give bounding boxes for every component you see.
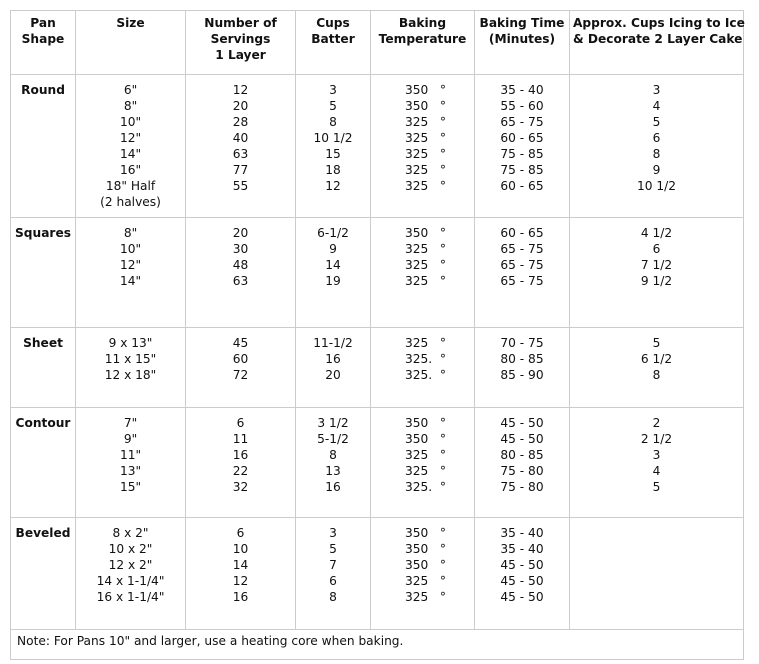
pan-shape-label: Sheet [23,336,63,350]
servings-value: 77 [232,163,249,177]
time-cell [475,518,570,630]
servings-value: 30 [232,242,249,256]
size-value: 10" [119,242,142,256]
pan-shape-label: Contour [15,416,71,430]
pan-shape-cell [11,75,76,218]
time-cell [475,218,570,328]
temperature-value: 325 ° [405,274,446,288]
servings-value: 60 [232,352,249,366]
servings-value: 63 [232,147,249,161]
table-row [11,328,744,408]
size-cell [76,75,186,218]
time-value: 35 - 40 [500,83,544,97]
size-value: 14 x 1-1/4" [96,574,165,588]
servings-value: 72 [232,368,249,382]
temperature-value: 350 ° [405,542,446,556]
servings-value: 16 [232,590,249,604]
size-value: 10" [119,115,142,129]
batter-value: 8 [329,115,337,129]
temperature-value: 325 ° [405,131,446,145]
servings-value: 20 [232,99,249,113]
header-servings: Number of Servings 1 Layer [186,11,296,75]
size-value: 12 x 18" [104,368,157,382]
servings-cell [186,518,296,630]
servings-value: 28 [232,115,249,129]
icing-cell [570,518,744,630]
icing-cell [570,328,744,408]
table-row [11,408,744,518]
icing-cell [570,408,744,518]
temp-cell [371,218,475,328]
table-row [11,518,744,630]
size-cell [76,218,186,328]
icing-value: 4 [652,464,661,478]
batter-value: 3 [329,526,337,540]
icing-value: 6 [652,131,661,145]
temperature-value: 325 ° [405,147,446,161]
time-cell [475,408,570,518]
batter-value: 6 [329,574,337,588]
header-row [11,11,744,75]
time-cell [475,328,570,408]
temperature-value: 350 ° [405,416,446,430]
size-value: 12 x 2" [108,558,153,572]
servings-value: 10 [232,542,249,556]
batter-value: 8 [329,448,337,462]
header-pan-shape: Pan Shape [11,11,76,75]
icing-value: 9 [652,163,661,177]
cake-baking-table [10,10,744,660]
batter-cell [296,218,371,328]
time-value: 45 - 50 [500,574,544,588]
batter-value: 10 1/2 [313,131,353,145]
batter-value: 6-1/2 [317,226,349,240]
temperature-value: 325 ° [405,179,446,193]
servings-value: 40 [232,131,249,145]
batter-value: 16 [325,352,341,366]
icing-value: 7 1/2 [640,258,673,272]
time-value: 35 - 40 [500,542,544,556]
icing-cell [570,75,744,218]
header-size: Size [76,11,186,75]
batter-value: 3 [329,83,337,97]
size-value: 14" [119,147,142,161]
temperature-value: 350 ° [405,226,446,240]
time-value: 65 - 75 [500,242,544,256]
size-value: 14" [119,274,142,288]
time-value: 80 - 85 [500,448,544,462]
servings-value: 12 [232,83,249,97]
size-value: 12" [119,131,142,145]
icing-value: 5 [652,115,661,129]
time-value: 85 - 90 [500,368,544,382]
header-baking-time: Baking Time (Minutes) [475,11,570,75]
size-cell [76,518,186,630]
note-row [11,630,744,660]
size-value: 16 x 1-1/4" [96,590,165,604]
temperature-value: 325 ° [405,574,446,588]
batter-cell [296,328,371,408]
time-value: 65 - 75 [500,274,544,288]
servings-value: 20 [232,226,249,240]
temperature-value: 325 ° [405,242,446,256]
size-value: 6" [123,83,138,97]
icing-value: 4 1/2 [640,226,673,240]
temperature-value: 325 ° [405,590,446,604]
servings-cell [186,408,296,518]
icing-cell [570,218,744,328]
temp-cell [371,328,475,408]
icing-value: 10 1/2 [637,179,676,193]
icing-value: 4 [652,99,661,113]
size-value: 16" [119,163,142,177]
pan-shape-cell [11,218,76,328]
pan-shape-cell [11,518,76,630]
time-value: 75 - 80 [500,480,544,494]
servings-value: 63 [232,274,249,288]
servings-value: 6 [236,526,245,540]
size-value: 9" [123,432,138,446]
batter-value: 5-1/2 [317,432,349,446]
batter-value: 5 [329,542,337,556]
batter-value: 5 [329,99,337,113]
size-cell [76,408,186,518]
pan-shape-label: Squares [15,226,71,240]
icing-value: 2 1/2 [640,432,673,446]
icing-value: 5 [652,336,661,350]
servings-value: 14 [232,558,249,572]
time-value: 60 - 65 [500,131,544,145]
time-value: 65 - 75 [500,115,544,129]
temperature-value: 325. ° [405,352,446,366]
header-icing-cups: Approx. Cups Icing to Ice & Decorate 2 Layer Cake [570,11,744,75]
batter-value: 9 [329,242,337,256]
temperature-value: 325 ° [405,336,446,350]
size-cell [76,328,186,408]
batter-cell [296,408,371,518]
size-value: 15" [119,480,142,494]
servings-cell [186,75,296,218]
time-value: 60 - 65 [500,226,544,240]
icing-value: 8 [652,147,661,161]
time-value: 70 - 75 [500,336,544,350]
temperature-value: 325. ° [405,480,446,494]
temperature-value: 325 ° [405,163,446,177]
temp-cell [371,75,475,218]
batter-value: 14 [325,258,341,272]
time-value: 60 - 65 [500,179,544,193]
servings-value: 48 [232,258,249,272]
batter-value: 15 [325,147,341,161]
size-value: 7" [123,416,138,430]
batter-value: 12 [325,179,341,193]
size-value: 9 x 13" [108,336,153,350]
icing-value: 6 [652,242,661,256]
servings-value: 16 [232,448,249,462]
time-value: 75 - 80 [500,464,544,478]
time-value: 35 - 40 [500,526,544,540]
size-value: 8 x 2" [112,526,149,540]
servings-value: 12 [232,574,249,588]
size-value: 8" [123,226,138,240]
time-value: 45 - 50 [500,590,544,604]
size-value: (2 halves) [100,195,161,209]
servings-cell [186,328,296,408]
icing-value: 9 1/2 [640,274,673,288]
batter-value: 16 [325,480,341,494]
icing-value: 3 [652,448,661,462]
size-value: 12" [119,258,142,272]
icing-value: 3 [652,83,661,97]
batter-value: 8 [329,590,337,604]
time-value: 45 - 50 [500,558,544,572]
table-row [11,218,744,328]
pan-shape-cell [11,328,76,408]
temperature-value: 325 ° [405,464,446,478]
time-value: 55 - 60 [500,99,544,113]
size-value: 13" [119,464,142,478]
time-cell [475,75,570,218]
table-row [11,75,744,218]
time-value: 45 - 50 [500,432,544,446]
temperature-value: 325 ° [405,258,446,272]
size-value: 11 x 15" [104,352,157,366]
size-value: 18" Half [105,179,156,193]
temperature-value: 350 ° [405,99,446,113]
time-value: 65 - 75 [500,258,544,272]
batter-value: 18 [325,163,341,177]
batter-value: 13 [325,464,341,478]
size-value: 10 x 2" [108,542,153,556]
temperature-value: 325 ° [405,115,446,129]
header-baking-temperature: Baking Temperature [371,11,475,75]
size-value: 8" [123,99,138,113]
batter-value: 20 [325,368,341,382]
time-value: 45 - 50 [500,416,544,430]
servings-value: 32 [232,480,249,494]
icing-value: 5 [652,480,661,494]
pan-shape-label: Beveled [15,526,71,540]
time-value: 75 - 85 [500,147,544,161]
servings-value: 6 [236,416,245,430]
temperature-value: 350 ° [405,558,446,572]
pan-shape-label: Round [21,83,65,97]
time-value: 80 - 85 [500,352,544,366]
temperature-value: 325 ° [405,448,446,462]
time-value: 75 - 85 [500,163,544,177]
temperature-value: 350 ° [405,526,446,540]
batter-value: 3 1/2 [317,416,349,430]
servings-value: 55 [232,179,249,193]
temperature-value: 325. ° [405,368,446,382]
temperature-value: 350 ° [405,432,446,446]
batter-cell [296,518,371,630]
temp-cell [371,518,475,630]
servings-cell [186,218,296,328]
icing-value: 6 1/2 [640,352,673,366]
pan-shape-cell [11,408,76,518]
batter-value: 11-1/2 [313,336,353,350]
icing-value: 2 [652,416,661,430]
size-value: 11" [119,448,142,462]
servings-value: 11 [232,432,249,446]
batter-value: 7 [329,558,337,572]
header-cups-batter: Cups Batter [296,11,371,75]
batter-cell [296,75,371,218]
icing-value: 8 [652,368,661,382]
temp-cell [371,408,475,518]
servings-value: 22 [232,464,249,478]
batter-value: 19 [325,274,341,288]
servings-value: 45 [232,336,249,350]
temperature-value: 350 ° [405,83,446,97]
note-text: Note: For Pans 10" and larger, use a heating core when baking. [11,630,744,660]
